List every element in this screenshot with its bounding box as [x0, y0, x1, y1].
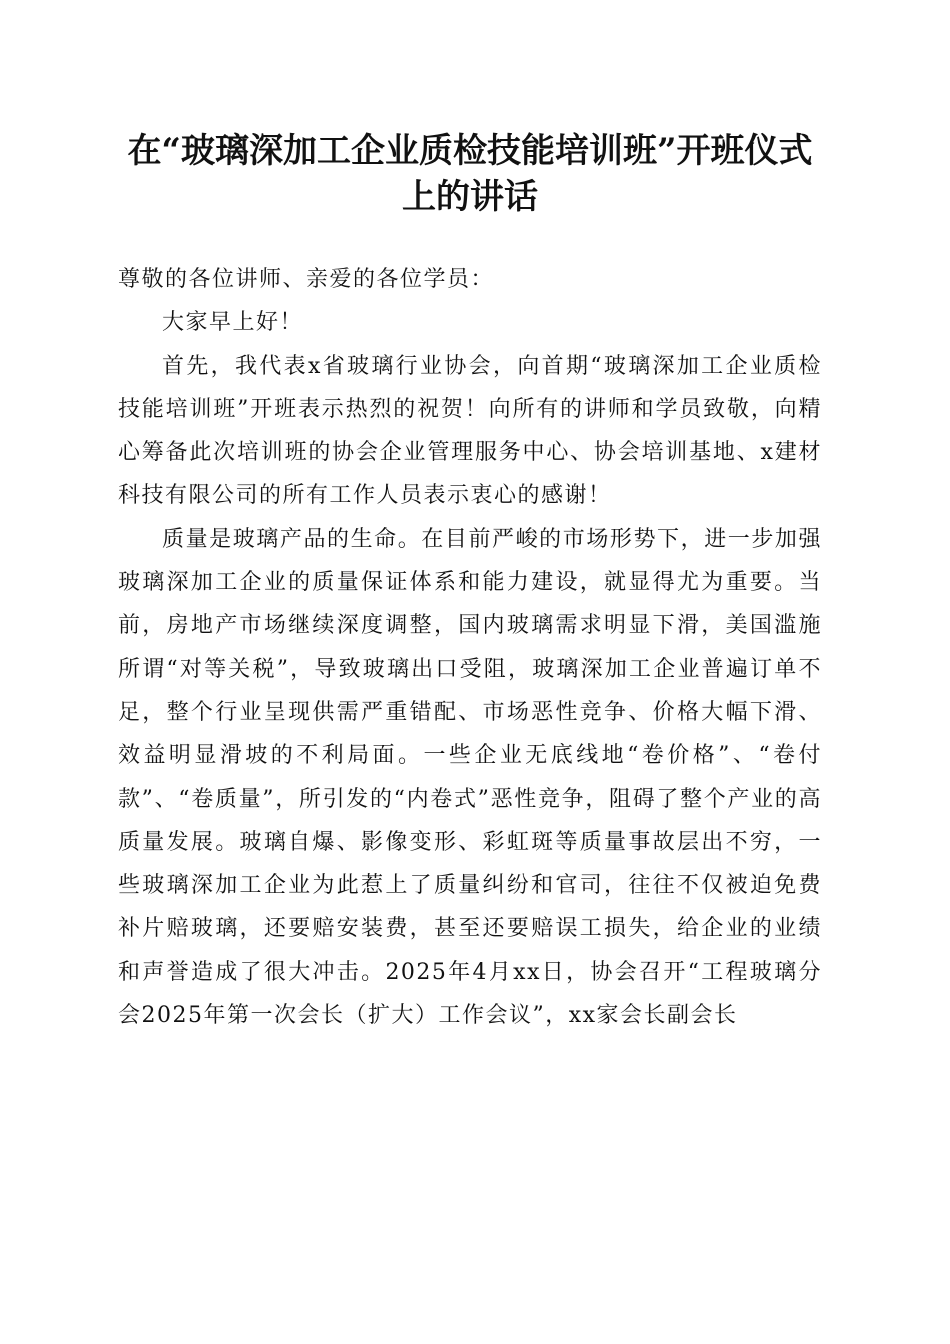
paragraph-2: 质量是玻璃产品的生命。在目前严峻的市场形势下，进一步加强玻璃深加工企业的质量保证体系和能力建设，就显得尤为重要。当前，房地产市场继续深度调整，国内玻璃需求明显下滑，美国滥施所谓“对等关税”，导致玻璃出口受阻，玻璃深加工企业普遍订单不足，整个行业呈现供需严重错配、市场恶性竞争、价格大幅下滑、效益明显滑坡的不利局面。一些企业无底线地“卷价格”、“卷付款”、“卷质量”，所引发的“内卷式”恶性竞争，阻碍了整个产业的高质量发展。玻璃自爆、影像变形、彩虹斑等质量事故层出不穷，一些玻璃深加工企业为此惹上了质量纠纷和官司，往往不仅被迫免费补片赔玻璃，还要赔安装费，甚至还要赔误工损失，给企业的业绩和声誉造成了很大冲击。2025年4月xx日，协会召开“工程玻璃分会2025年第一次会长（扩大）工作会议”，xx家会长副会长 [118, 526, 822, 1029]
document-title: 在“玻璃深加工企业质检技能培训班”开班仪式上的讲话 [127, 131, 813, 217]
greeting: 大家早上好！ [162, 310, 304, 336]
document-body [118, 258, 822, 1037]
paragraph-1: 首先，我代表x省玻璃行业协会，向首期“玻璃深加工企业质检技能培训班”开班表示热烈的祝贺！向所有的讲师和学员致敬，向精心筹备此次培训班的协会企业管理服务中心、协会培训基地、x建材科技有限公司的所有工作人员表示衷心的感谢！ [118, 353, 822, 509]
salutation: 尊敬的各位讲师、亲爱的各位学员： [118, 267, 495, 292]
document-page [118, 128, 822, 1037]
